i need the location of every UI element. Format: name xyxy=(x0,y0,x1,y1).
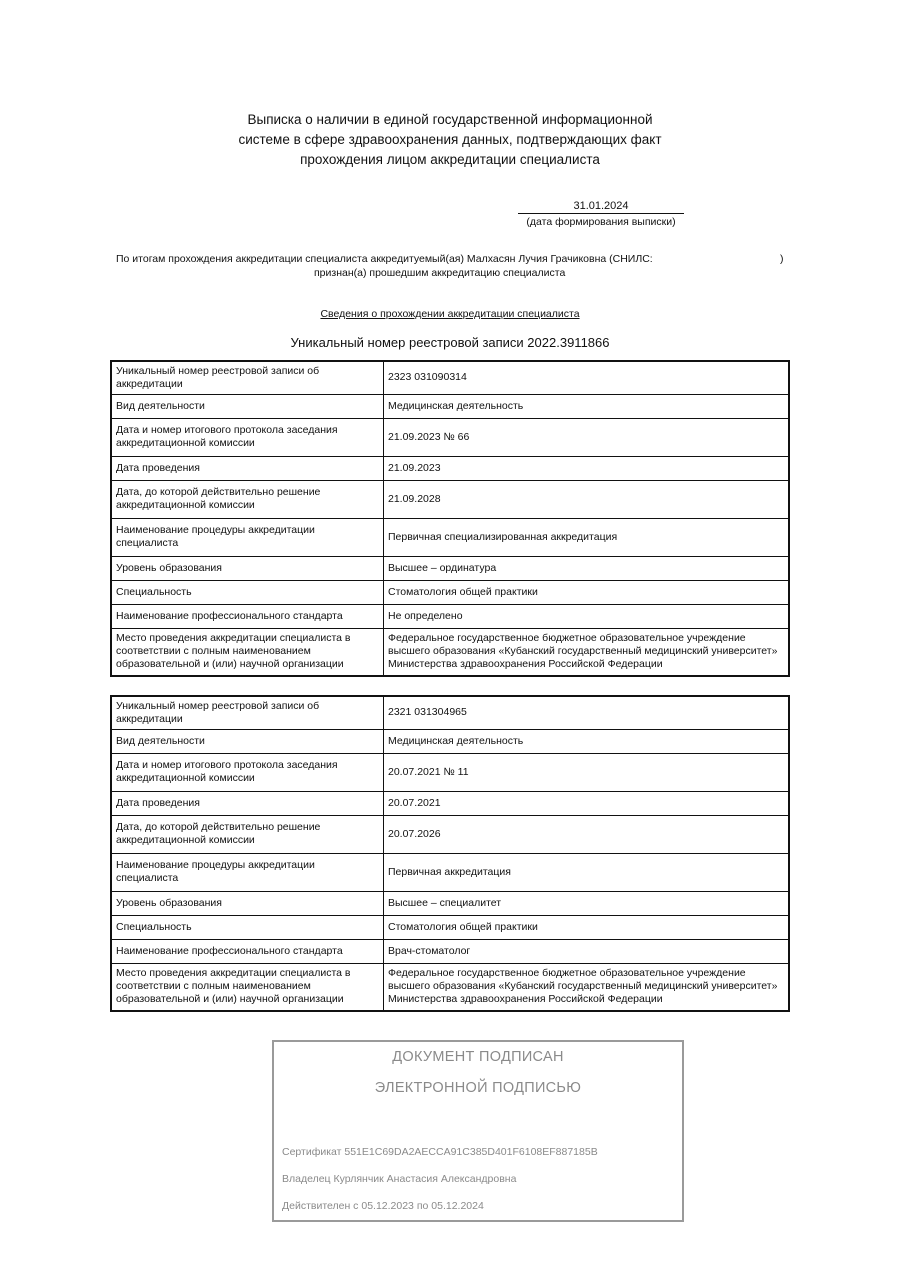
row-value: 2321 031304965 xyxy=(384,696,790,729)
section-title: Сведения о прохождении аккредитации специалиста xyxy=(320,308,580,320)
row-value: Первичная специализированная аккредитация xyxy=(384,518,790,556)
row-value: Медицинская деятельность xyxy=(384,394,790,418)
row-label: Дата и номер итогового протокола заседания аккредитационной комиссии xyxy=(111,418,384,456)
stamp-heading: ДОКУМЕНТ ПОДПИСАН xyxy=(392,1049,564,1065)
row-label: Дата, до которой действительно решение аккредитационной комиссии xyxy=(111,815,384,853)
row-value: Федеральное государственное бюджетное образовательное учреждение высшего образования «Кубанский государственный медицинский университет» Министерства здравоохранения Российской Федерации xyxy=(384,963,790,1011)
row-label: Дата проведения xyxy=(111,791,384,815)
row-value: Стоматология общей практики xyxy=(384,915,790,939)
stamp-owner: Владелец Курлянчик Анастасия Александровна xyxy=(282,1173,517,1185)
row-label: Вид деятельности xyxy=(111,729,384,753)
row-value: Не определено xyxy=(384,604,790,628)
row-value: 21.09.2023 № 66 xyxy=(384,418,790,456)
row-value: 20.07.2021 xyxy=(384,791,790,815)
row-label: Дата проведения xyxy=(111,456,384,480)
row-value: Медицинская деятельность xyxy=(384,729,790,753)
intro-close-paren: ) xyxy=(780,253,784,265)
row-value: 20.07.2021 № 11 xyxy=(384,753,790,791)
row-value: Высшее – специалитет xyxy=(384,891,790,915)
row-label: Место проведения аккредитации специалиста в соответствии с полным наименованием образовательной и (или) научной организации xyxy=(111,963,384,1011)
stamp-certificate: Сертификат 551E1C69DA2AECCA91C385D401F6108EF887185B xyxy=(282,1146,598,1158)
row-label: Уникальный номер реестровой записи об аккредитации xyxy=(111,696,384,729)
row-label: Уникальный номер реестровой записи об аккредитации xyxy=(111,361,384,394)
row-label: Наименование профессионального стандарта xyxy=(111,939,384,963)
row-value: Высшее – ординатура xyxy=(384,556,790,580)
formation-date-caption: (дата формирования выписки) xyxy=(526,216,676,228)
row-value: Врач-стоматолог xyxy=(384,939,790,963)
stamp-validity: Действителен с 05.12.2023 по 05.12.2024 xyxy=(282,1200,484,1212)
formation-date-value: 31.01.2024 xyxy=(518,200,684,214)
stamp-heading: ЭЛЕКТРОННОЙ ПОДПИСЬЮ xyxy=(374,1080,582,1096)
title-line: системе в сфере здравоохранения данных, подтверждающих факт xyxy=(238,132,662,147)
title-line: Выписка о наличии в единой государственной информационной xyxy=(247,112,653,127)
row-label: Наименование профессионального стандарта xyxy=(111,604,384,628)
row-label: Наименование процедуры аккредитации специалиста xyxy=(111,853,384,891)
row-label: Дата и номер итогового протокола заседания аккредитационной комиссии xyxy=(111,753,384,791)
row-label: Дата, до которой действительно решение аккредитационной комиссии xyxy=(111,480,384,518)
accreditation-table-2 xyxy=(110,695,790,1012)
row-label: Вид деятельности xyxy=(111,394,384,418)
row-value: Стоматология общей практики xyxy=(384,580,790,604)
row-value: 2323 031090314 xyxy=(384,361,790,394)
registry-number: Уникальный номер реестровой записи 2022.3911866 xyxy=(290,335,610,350)
accreditation-table-1 xyxy=(110,360,790,677)
intro-line: По итогам прохождения аккредитации специалиста аккредитуемый(ая) Малхасян Лучия Грачиковна (СНИЛС: xyxy=(116,253,653,265)
intro-paragraph xyxy=(116,252,796,280)
electronic-signature-stamp xyxy=(272,1040,684,1222)
row-value: Федеральное государственное бюджетное образовательное учреждение высшего образования «Кубанский государственный медицинский университет» Министерства здравоохранения Российской Федерации xyxy=(384,628,790,676)
row-value: 21.09.2028 xyxy=(384,480,790,518)
row-label: Уровень образования xyxy=(111,891,384,915)
title-line: прохождения лицом аккредитации специалиста xyxy=(300,152,600,167)
row-value: 20.07.2026 xyxy=(384,815,790,853)
row-label: Место проведения аккредитации специалиста в соответствии с полным наименованием образовательной и (или) научной организации xyxy=(111,628,384,676)
intro-line: признан(а) прошедшим аккредитацию специалиста xyxy=(314,267,566,279)
row-label: Уровень образования xyxy=(111,556,384,580)
row-value: 21.09.2023 xyxy=(384,456,790,480)
document-title xyxy=(150,110,750,170)
row-label: Специальность xyxy=(111,915,384,939)
formation-date xyxy=(518,200,684,228)
row-label: Специальность xyxy=(111,580,384,604)
row-value: Первичная аккредитация xyxy=(384,853,790,891)
row-label: Наименование процедуры аккредитации специалиста xyxy=(111,518,384,556)
